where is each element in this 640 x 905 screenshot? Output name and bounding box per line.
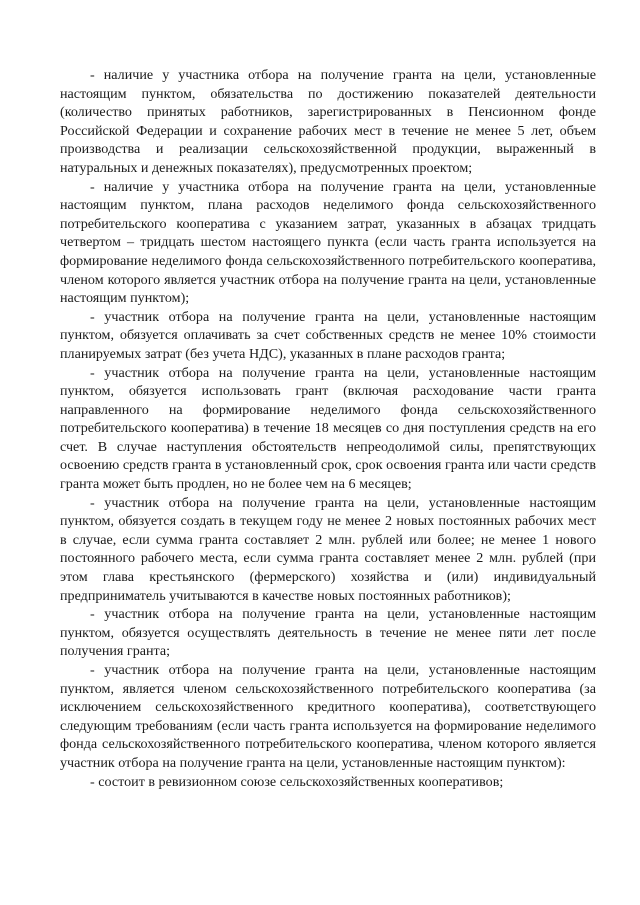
paragraph-audit-union: - состоит в ревизионном союзе сельскохозяйственных кооперативов; xyxy=(90,773,504,790)
paragraph-performance-indicators: - наличие у участника отбора на получение гранта на цели, установленные настоящим пунктом, обязательства по достижению показателей деятельности (количество принятых работников, зарегистрированных в Пенсионном фонде Российской Федерации и сохранение рабочих мест в течение не менее 5 лет, объем производства и реализации сельскохозяйственной продукции, выраженный в натуральных и денежных показателях), предусмотренных проектом; xyxy=(60,67,596,176)
paragraph-own-funds-10-percent: - участник отбора на получение гранта на цели, установленные настоящим пунктом, обязуется оплачивать за счет собственных средств не менее 10% стоимости планируемых затрат (без учета НДС), указанных в плане расходов гранта; xyxy=(60,308,596,362)
paragraph-new-jobs: - участник отбора на получение гранта на цели, установленные настоящим пунктом, обязуется создать в текущем году не менее 2 новых постоянных рабочих мест в случае, если сумма гранта составляет 2 млн. рублей или более; не менее 1 нового постоянного рабочего места, если сумма гранта составляет менее 2 млн. рублей (при этом глава крестьянского (фермерского) хозяйства и (или) индивидуальный предприниматель учитываются в качестве новых постоянных работников); xyxy=(60,494,596,604)
paragraph-grant-usage-18-months: - участник отбора на получение гранта на цели, установленные настоящим пунктом, обязуется использовать грант (включая расходование части гранта направленного на формирование неделимого фонда сельскохозяйственного потребительского кооператива) в течение 18 месяцев со дня поступления средств на его счет. В случае наступления обстоятельств непреодолимой силы, препятствующих освоению средств гранта в установленный срок, срок освоения гранта или части средств гранта может быть продлен, но не более чем на 6 месяцев; xyxy=(60,364,596,493)
document-body xyxy=(60,66,596,791)
paragraph-indivisible-fund-plan: - наличие у участника отбора на получение гранта на цели, установленные настоящим пунктом, плана расходов неделимого фонда сельскохозяйственного потребительского кооператива с указанием затрат, указанных в абзацах тридцать четвертом – тридцать шестом настоящего пункта (если часть гранта используется на формирование неделимого фонда сельскохозяйственного потребительского кооператива, членом которого является участник отбора на получение гранта на цели, установленные настоящим пунктом); xyxy=(60,178,596,307)
paragraph-five-years-activity: - участник отбора на получение гранта на цели, установленные настоящим пунктом, обязуется осуществлять деятельность в течение не менее пяти лет после получения гранта; xyxy=(60,606,596,660)
paragraph-cooperative-membership: - участник отбора на получение гранта на цели, установленные настоящим пунктом, является членом сельскохозяйственного потребительского кооператива (за исключением сельскохозяйственного кредитного кооператива), соответствующего следующим требованиям (если часть гранта используется на формирование неделимого фонда сельскохозяйственного потребительского кооператива, членом которого является участник отбора на получение гранта на цели, установленные настоящим пунктом): xyxy=(60,662,596,771)
